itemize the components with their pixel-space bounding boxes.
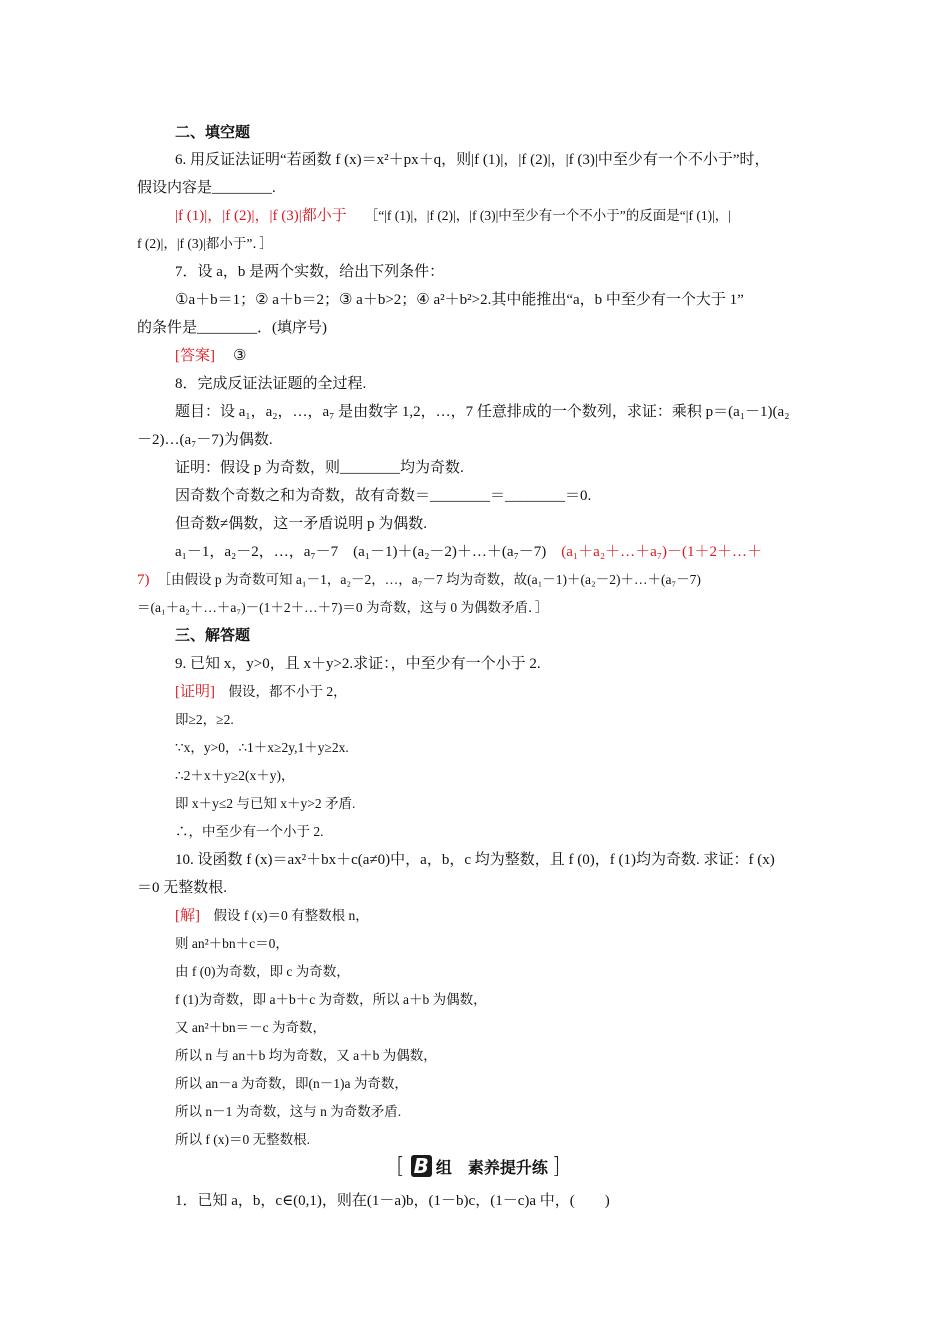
q10-solution-row [175,906,369,926]
q9-proof-line: 即≥2，≥2. [175,712,234,727]
q9-proof-row [175,682,347,702]
q7-line2: ①a＋b＝1；② a＋b＝2；③ a＋b>2；④ a²＋b²>2.其中能推出“a，b 中至少有一个大于 1” [175,292,744,308]
q9-proof-line: 即 x＋y≤2 与已知 x＋y>2 矛盾. [175,796,356,811]
q10-line2: ＝0 无整数根. [137,880,228,896]
q6-answer: |f (1)|，|f (2)|，|f (3)|都小于 [175,208,347,224]
q8-line3: －2)…(a₇－7)为偶数. [137,432,273,448]
banner-right-bracket: ] [551,1153,561,1179]
group-b-letter-badge: B [411,1155,432,1177]
q10-solution-line: 则 an²＋bn＋c＝0， [175,936,289,951]
q6-line1: 6. 用反证法证明“若函数 f (x)＝x²＋px＋q，则|f (1)|，|f (2)|，|f (3)|中至少有一个不小于”时， [175,152,770,168]
group-b-banner [396,1152,596,1180]
q9-proof-line: ∵x，y>0，∴1＋x≥2y,1＋y≥2x. [175,740,349,755]
q8-line5: 因奇数个奇数之和为奇数，故有奇数＝________＝________＝0. [175,488,592,504]
q9-line1: 9. 已知 x，y>0，且 x＋y>2.求证：，中至少有一个小于 2. [175,656,541,672]
q8-explanation-row [137,570,701,590]
q10-solution-line: 所以 an－a 为奇数，即(n－1)a 为奇数， [175,1076,408,1091]
q6-answer-row [175,206,731,226]
q8-answer-black: a₁－1，a₂－2，…，a₇－7 (a₁－1)＋(a₂－2)＋…＋(a₇－7) [175,544,562,560]
q10-solution-line: 又 an²＋bn＝－c 为奇数， [175,1020,327,1035]
q8-answer-red-end: 7) [137,572,150,588]
q10-line1: 10. 设函数 f (x)＝ax²＋bx＋c(a≠0)中，a，b，c 均为整数，且 f (0)，f (1)均为奇数. 求证：f (x) [175,852,775,868]
q10-solution-label: [解] [175,908,200,924]
q8-answer-row [175,542,762,562]
q6-explanation-2: f (2)|，|f (3)|都小于”．］ [137,236,273,251]
banner-left-bracket: [ [396,1153,405,1179]
q10-solution-line: 所以 n－1 为奇数，这与 n 为奇数矛盾. [175,1104,402,1119]
q8-explanation-1: ［由假设 p 为奇数可知 a₁－1，a₂－2，…，a₇－7 均为奇数，故(a₁－1)＋(a₂－2)＋…＋(a₇－7) [157,572,701,587]
q9-proof-label: [证明] [175,684,215,700]
q7-answer: ③ [233,348,247,364]
section-heading-fill-in: 二、填空题 [175,125,251,141]
q10-solution-line: f (1)为奇数，即 a＋b＋c 为奇数，所以 a＋b 为偶数， [175,992,487,1007]
q7-answer-label: [答案] [175,348,215,364]
q6-line2: 假设内容是________. [137,180,276,196]
q9-proof-line: ∴2＋x＋y≥2(x＋y)， [175,768,295,783]
q6-explanation-1: ［“|f (1)|，|f (2)|，|f (3)|中至少有一个不小于”的反面是“|f (1)|，| [364,208,731,223]
q9-proof-line: ∴，中至少有一个小于 2. [175,824,324,839]
q10-solution-line: 所以 f (x)＝0 无整数根. [175,1132,310,1147]
q8-line6: 但奇数≠偶数，这一矛盾说明 p 为偶数. [175,516,427,532]
q10-solution-line: 所以 n 与 an＋b 均为奇数，又 a＋b 为偶数， [175,1048,437,1063]
q10-solution-first: 假设 f (x)＝0 有整数根 n， [200,908,369,923]
group-b-title: 组 素养提升练 [435,1157,548,1177]
q8-line4: 证明：假设 p 为奇数，则________均为奇数. [175,460,464,476]
q9-proof-first: 假设，都不小于 2， [215,684,347,699]
q1-line1: 1．已知 a，b，c∈(0,1)，则在(1－a)b，(1－b)c，(1－c)a 中，( ) [175,1193,610,1209]
q8-explanation-2: ＝(a₁＋a₂＋…＋a₇)－(1＋2＋…＋7)＝0 为奇数，这与 0 为偶数矛盾．］ [137,600,549,615]
q7-line3: 的条件是________．(填序号) [137,320,327,336]
q7-answer-row [175,346,246,366]
q10-solution-line: 由 f (0)为奇数，即 c 为奇数， [175,964,350,979]
section-heading-solve: 三、解答题 [175,628,251,644]
q8-answer-red: (a₁＋a₂＋…＋a₇)－(1＋2＋…＋ [561,544,762,560]
q8-line2: 题目：设 a₁，a₂，…，a₇ 是由数字 1,2，…，7 任意排成的一个数列，求证：乘积 p＝(a₁－1)(a₂ [175,404,790,420]
q7-line1: 7．设 a，b 是两个实数，给出下列条件： [175,264,445,280]
q8-line1: 8．完成反证法证题的全过程. [175,376,367,392]
